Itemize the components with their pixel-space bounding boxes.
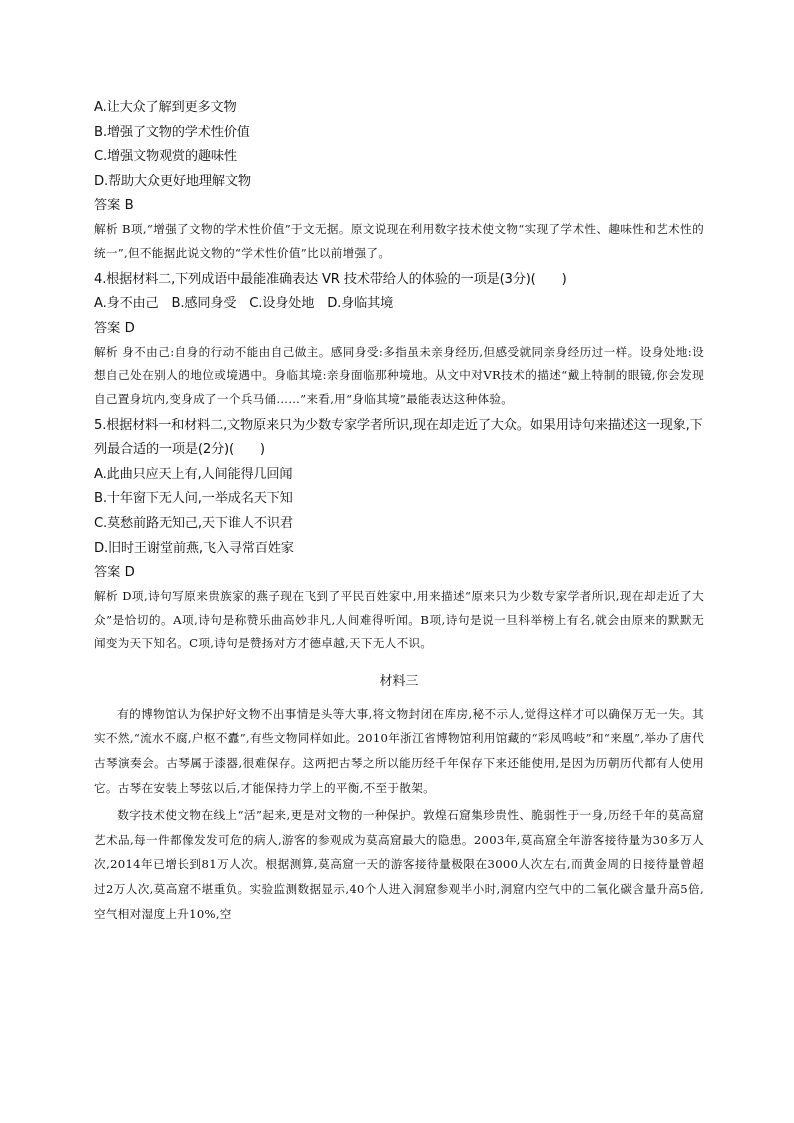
- q5-option-c: C.莫愁前路无知己,天下谁人不识君: [94, 515, 293, 531]
- q4-explanation: 解析 身不由己:自身的行动不能由自己做主。感同身受:多指虽未亲身经历,但感受就同亲身经历过一样。设身处地:设想自己处在别人的地位或境遇中。身临其境:亲身面临那种境地。从文中对VR技术的描述“戴上特制的眼镜,你会发现自己置身坑内,变身成了一个兵马俑……”来看,用“身临其境”最能表达这种体验。: [94, 344, 704, 406]
- q5-option-d: D.旧时王谢堂前燕,飞入寻常百姓家: [94, 540, 294, 556]
- material3-paragraph-1: 有的博物馆认为保护好文物不出事情是头等大事,将文物封闭在库房,秘不示人,觉得这样才可以确保万无一失。其实不然,“流水不腐,户枢不蠹”,有些文物同样如此。2010年浙江省博物馆利用馆藏的“彩凤鸣岐”和“来凰”,举办了唐代古琴演奏会。古琴属于漆器,很难保存。这两把古琴之所以能历经千年保存下来还能使用,是因为历朝历代都有人使用它。古琴在安装上琴弦以后,才能保持力学上的平衡,不至于散架。: [94, 706, 704, 795]
- material3-heading: 材料三: [379, 673, 419, 689]
- q3-option-b: B.增强了文物的学术性价值: [94, 124, 250, 140]
- q3-option-c: C.增强文物观赏的趣味性: [94, 149, 237, 165]
- q5-option-b: B.十年窗下无人问,一举成名天下知: [94, 491, 293, 507]
- q5-options: [94, 463, 704, 561]
- material3-paragraph-2: 数字技术使文物在线上“活”起来,更是对文物的一种保护。敦煌石窟集珍贵性、脆弱性于一身,历经千年的莫高窟艺术品,每一件都像发发可危的病人,游客的参观成为莫高窟最大的隐患。2003年,莫高窟全年游客接待量为30多万人次,2014年已增长到81万人次。根据测算,莫高窟一天的游客接待量极限在3000人次左右,而黄金周的日接待量曾超过2万人次,莫高窟不堪重负。实验监测数据显示,40个人进入洞窟参观半小时,洞窟内空气中的二氧化碳含量升高5倍,空气相对湿度上升10%,空: [94, 808, 704, 921]
- q3-explanation: 解析 B项,“增强了文物的学术性价值”于文无据。原文说现在利用数字技术使文物“实现了学术性、趣味性和艺术性的统一”,但不能据此说文物的“学术性价值”比以前增强了。: [94, 222, 704, 260]
- exam-page: [94, 96, 704, 929]
- q3-option-d: D.帮助大众更好地理解文物: [94, 173, 251, 189]
- q3-answer: 答案 B: [94, 198, 134, 214]
- q5-option-a: A.此曲只应天上有,人间能得几回闻: [94, 466, 293, 482]
- q4-answer: 答案 D: [94, 320, 135, 336]
- q5-explanation: 解析 D项,诗句写原来贵族家的燕子现在飞到了平民百姓家中,用来描述“原来只为少数专家学者所识,现在却走近了大众”是恰切的。A项,诗句是称赞乐曲高妙非凡,人间难得听闻。B项,诗句是说一旦科举榜上有名,就会由原来的默默无闻变为天下知名。C项,诗句是赞扬对方才德卓越,天下无人不识。: [94, 589, 704, 651]
- q4-question: 4.根据材料二,下列成语中最能准确表达 VR 技术带给人的体验的一项是(3分)( ): [94, 271, 567, 287]
- q3-options: [94, 96, 704, 194]
- q4-options: A.身不由己 B.感同身受 C.设身处地 D.身临其境: [94, 296, 394, 312]
- q3-option-a: A.让大众了解到更多文物: [94, 100, 237, 115]
- q5-question: 5.根据材料一和材料二,文物原来只为少数专家学者所识,现在却走近了大众。如果用诗句来描述这一现象,下列最合适的一项是(2分)( ): [94, 417, 703, 458]
- q5-answer: 答案 D: [94, 565, 135, 581]
